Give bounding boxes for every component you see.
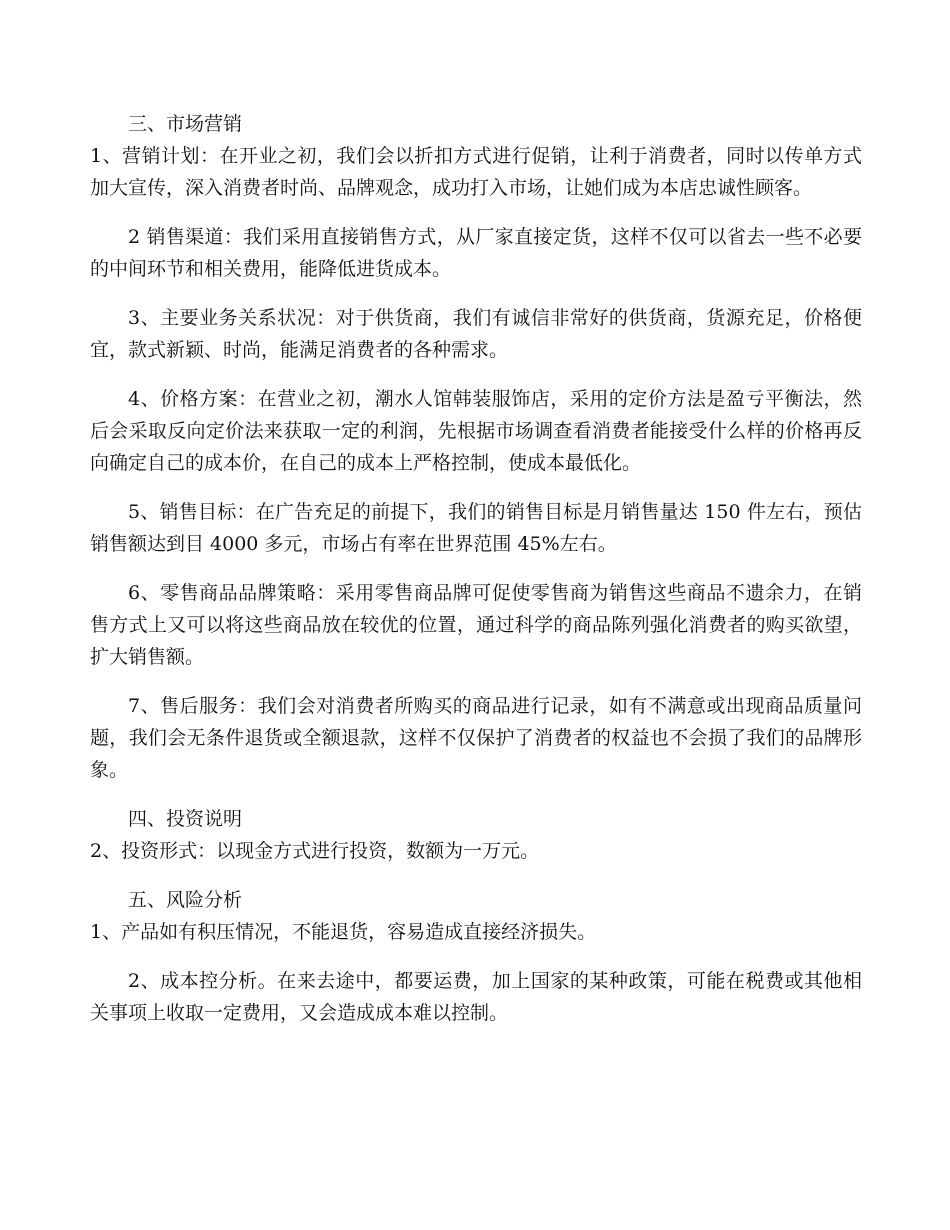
section-heading-marketing: 三、市场营销	[128, 113, 243, 135]
paragraph-marketing-plan: 1、营销计划：在开业之初，我们会以折扣方式进行促销，让利于消费者，同时以传单方式加大宣传，深入消费者时尚、品牌观念，成功打入市场，让她们成为本店忠诚性顾客。	[90, 145, 862, 199]
section-heading-investment: 四、投资说明	[128, 808, 243, 830]
paragraph-investment-form: 2、投资形式：以现金方式进行投资，数额为一万元。	[90, 840, 540, 862]
paragraph-brand-strategy: 6、零售商品品牌策略：采用零售商品牌可促使零售商为销售这些商品不遗余力，在销售方式上又可以将这些商品放在较优的位置，通过科学的商品陈列强化消费者的购买欲望，扩大销售额。	[90, 582, 862, 668]
document-body	[90, 108, 862, 1029]
paragraph-sales-target: 5、销售目标：在广告充足的前提下，我们的销售目标是月销售量达 150 件左右，预估销售额达到目 4000 多元，市场占有率在世界范围 45%左右。	[90, 501, 862, 555]
paragraph-after-sales: 7、售后服务：我们会对消费者所购买的商品进行记录，如有不满意或出现商品质量问题，我们会无条件退货或全额退款，这样不仅保护了消费者的权益也不会损了我们的品牌形象。	[90, 695, 862, 781]
paragraph-sales-channel: 2 销售渠道：我们采用直接销售方式，从厂家直接定货，这样不仅可以省去一些不必要的中间环节和相关费用，能降低进货成本。	[90, 226, 862, 280]
paragraph-risk-inventory: 1、产品如有积压情况，不能退货，容易造成直接经济损失。	[90, 921, 597, 943]
section-heading-risk: 五、风险分析	[128, 889, 243, 911]
paragraph-pricing-plan: 4、价格方案：在营业之初，潮水人馆韩装服饰店，采用的定价方法是盈亏平衡法，然后会采取反向定价法来获取一定的利润，先根据市场调查看消费者能接受什么样的价格再反向确定自己的成本价，在自己的成本上严格控制，使成本最低化。	[90, 388, 862, 474]
paragraph-risk-cost: 2、成本控分析。在来去途中，都要运费，加上国家的某种政策，可能在税费或其他相关事项上收取一定费用，又会造成成本难以控制。	[90, 970, 862, 1024]
paragraph-business-relations: 3、主要业务关系状况：对于供货商，我们有诚信非常好的供货商，货源充足，价格便宜，款式新颖、时尚，能满足消费者的各种需求。	[90, 307, 862, 361]
